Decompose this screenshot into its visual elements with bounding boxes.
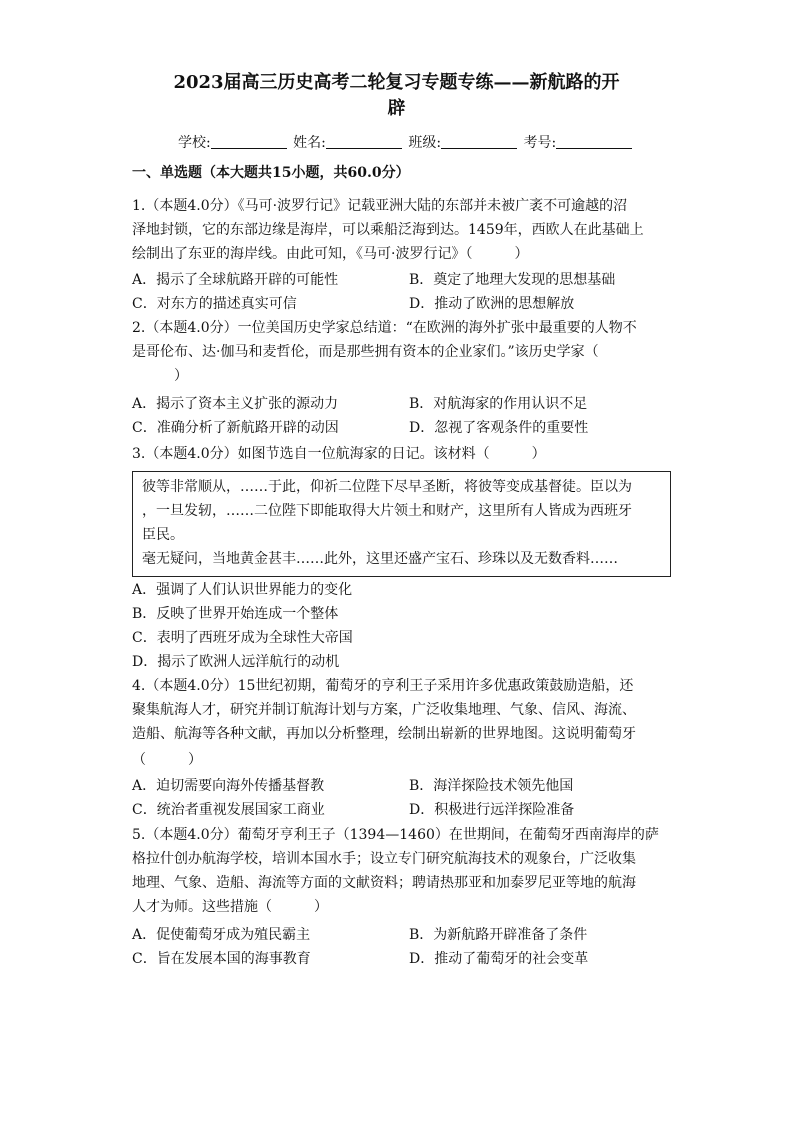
q3-stem-line-1: 3.（本题4.0分）如图节选自一位航海家的日记。该材料（ ） xyxy=(132,446,546,462)
q1-option-b: B．奠定了地理大发现的思想基础 xyxy=(409,272,616,288)
q5-option-b: B．为新航路开辟准备了条件 xyxy=(409,927,588,943)
school-label: 学校: xyxy=(178,135,211,151)
q2-option-c: C．准确分析了新航路开辟的动因 xyxy=(132,420,339,436)
q3-quote-line-2: ，一旦发轫，……二位陛下即能取得大片领土和财产，这里所有人皆成为西班牙 xyxy=(142,503,632,519)
q1-option-c: C．对东方的描述真实可信 xyxy=(132,296,297,312)
q1-option-a: A．揭示了全球航路开辟的可能性 xyxy=(132,272,339,288)
q2-option-d: D．忽视了客观条件的重要性 xyxy=(409,420,589,436)
name-label: 姓名: xyxy=(293,135,326,151)
q5-option-c: C．旨在发展本国的海事教育 xyxy=(132,951,311,967)
q3-quote-line-3: 臣民。 xyxy=(142,527,184,543)
q5-option-d: D．推动了葡萄牙的社会变革 xyxy=(409,951,589,967)
page-title-continued: 辟 xyxy=(387,98,406,119)
q5-option-a: A．促使葡萄牙成为殖民霸主 xyxy=(132,927,311,943)
student-info-row xyxy=(178,132,634,152)
name-blank xyxy=(326,134,402,149)
q2-stem-line-2: 是哥伦布、达·伽马和麦哲伦，而是那些拥有资本的企业家们。”该历史学家（ xyxy=(132,344,599,360)
section-heading: 一、单选题（本大题共15小题，共60.0分） xyxy=(132,165,410,181)
q5-stem-line-2: 格拉什创办航海学校，培训本国水手；设立专门研究航海技术的观象台，广泛收集 xyxy=(132,851,636,867)
q4-option-b: B．海洋探险技术领先他国 xyxy=(409,778,574,794)
exam-number-label: 考号: xyxy=(523,135,557,151)
q4-stem-line-2: 聚集航海人才，研究并制订航海计划与方案，广泛收集地理、气象、信风、海流、 xyxy=(132,702,636,718)
q4-stem-line-1: 4.（本题4.0分）15世纪初期，葡萄牙的亨利王子采用许多优惠政策鼓励造船，还 xyxy=(132,678,634,694)
q3-option-d: D．揭示了欧洲人远洋航行的动机 xyxy=(132,654,340,670)
q4-option-d: D．积极进行远洋探险准备 xyxy=(409,802,575,818)
q4-option-a: A．迫切需要向海外传播基督教 xyxy=(132,778,325,794)
class-label: 班级: xyxy=(408,135,442,151)
q2-option-a: A．揭示了资本主义扩张的源动力 xyxy=(132,396,339,412)
q2-stem-line-1: 2.（本题4.0分）一位美国历史学家总结道：“在欧洲的海外扩张中最重要的人物不 xyxy=(132,320,637,336)
q4-stem-line-4: （ ） xyxy=(132,752,202,768)
q4-option-c: C．统治者重视发展国家工商业 xyxy=(132,802,325,818)
q3-quote-line-4: 毫无疑问，当地黄金甚丰……此外，这里还盛产宝石、珍珠以及无数香料…… xyxy=(142,551,618,567)
exam-number-blank xyxy=(556,134,632,149)
page-title: 2023届高三历史高考二轮复习专题专练——新航路的开 xyxy=(173,72,620,93)
q1-stem-line-2: 泽地封锁，它的东部边缘是海岸，可以乘船泛海到达。1459年，西欧人在此基础上 xyxy=(132,222,644,238)
q2-option-b: B．对航海家的作用认识不足 xyxy=(409,396,588,412)
q4-stem-line-3: 造船、航海等各种文献，再加以分析整理，绘制出崭新的世界地图。这说明葡萄牙 xyxy=(132,726,636,742)
q3-option-a: A．强调了人们认识世界能力的变化 xyxy=(132,582,353,598)
q1-stem-line-3: 绘制出了东亚的海岸线。由此可知，《马可·波罗行记》（ ） xyxy=(132,246,529,262)
school-blank xyxy=(211,134,287,149)
q3-option-c: C．表明了西班牙成为全球性大帝国 xyxy=(132,630,353,646)
class-blank xyxy=(441,134,517,149)
q1-stem-line-1: 1.（本题4.0分）《马可·波罗行记》记载亚洲大陆的东部并未被广袤不可逾越的沼 xyxy=(132,198,628,214)
q5-stem-line-4: 人才为师。这些措施（ ） xyxy=(132,899,328,915)
q3-quote-line-1: 彼等非常顺从，……于此，仰祈二位陛下尽早圣断，将彼等变成基督徒。臣以为 xyxy=(142,479,632,495)
q2-stem-line-3: ） xyxy=(132,368,188,384)
q1-option-d: D．推动了欧洲的思想解放 xyxy=(409,296,575,312)
q5-stem-line-3: 地理、气象、造船、海流等方面的文献资料；聘请热那亚和加泰罗尼亚等地的航海 xyxy=(132,875,636,891)
q5-stem-line-1: 5.（本题4.0分）葡萄牙亨利王子（1394—1460）在世期间，在葡萄牙西南海岸的萨 xyxy=(132,827,659,843)
q3-option-b: B．反映了世界开始连成一个整体 xyxy=(132,606,339,622)
